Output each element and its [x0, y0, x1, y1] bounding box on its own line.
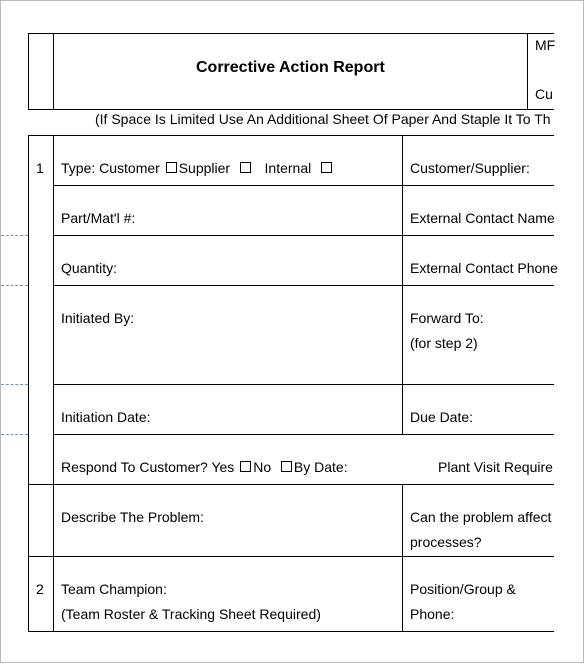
no-checkbox[interactable] — [281, 461, 292, 472]
external-contact-name-label: External Contact Name — [410, 210, 555, 226]
table-left-border — [28, 135, 29, 632]
header-left-border — [28, 33, 29, 110]
for-step-note: (for step 2) — [410, 335, 478, 351]
dashed-margin-line — [1, 384, 28, 385]
yes-checkbox[interactable] — [240, 461, 251, 472]
part-number-label: Part/Mat'l #: — [61, 210, 136, 226]
team-champion-label: Team Champion: — [61, 581, 167, 597]
supplier-label: Supplier — [178, 160, 231, 176]
header-top-border — [28, 33, 554, 34]
row-divider-3 — [53, 285, 554, 286]
row-divider-5 — [53, 434, 554, 435]
type-customer-label: Type: Customer — [61, 160, 160, 176]
internal-label: Internal — [264, 160, 312, 176]
respond-to-customer-label: Respond To Customer? Yes — [61, 459, 235, 475]
position-group-label: Position/Group & — [410, 581, 516, 597]
row-divider-4 — [53, 384, 554, 385]
internal-checkbox[interactable] — [321, 162, 332, 173]
external-contact-phone-label: External Contact Phone — [410, 260, 558, 276]
dashed-margin-line — [1, 235, 28, 236]
section-number-1: 1 — [36, 160, 44, 176]
customer-supplier-label: Customer/Supplier: — [410, 160, 530, 176]
can-problem-affect-label: Can the problem affect — [410, 509, 552, 525]
initiation-date-label: Initiation Date: — [61, 409, 151, 425]
initiated-by-label: Initiated By: — [61, 310, 135, 326]
section-number-2: 2 — [36, 581, 44, 597]
section-divider-1 — [28, 484, 554, 485]
type-field — [61, 160, 334, 176]
supplier-checkbox[interactable] — [240, 162, 251, 173]
plant-visit-label: Plant Visit Require — [438, 459, 553, 475]
due-date-label: Due Date: — [410, 409, 474, 425]
row-divider-1 — [53, 185, 554, 186]
middle-column-divider-lower — [402, 484, 403, 632]
header-bottom-border — [28, 109, 554, 110]
row-divider-2 — [53, 235, 554, 236]
forward-to-label: Forward To: — [410, 310, 484, 326]
space-limited-note: (If Space Is Limited Use An Additional Sheet Of Paper And Staple It To Th — [95, 111, 551, 127]
customer-checkbox[interactable] — [166, 162, 177, 173]
header-number-divider — [53, 33, 54, 110]
respond-to-customer-field — [61, 459, 348, 475]
team-roster-note: (Team Roster & Tracking Sheet Required) — [61, 606, 321, 622]
processes-label: processes? — [410, 534, 482, 550]
middle-column-divider-upper — [402, 135, 403, 435]
header-right-top-text: MF — [535, 37, 556, 53]
header-right-divider — [527, 33, 528, 110]
phone-label: Phone: — [410, 606, 455, 622]
number-column-divider — [53, 135, 54, 632]
table-bottom-border — [28, 631, 554, 632]
dashed-margin-line — [1, 434, 28, 435]
by-date-label: By Date: — [293, 459, 348, 475]
quantity-label: Quantity: — [61, 260, 118, 276]
table-top-border — [28, 135, 554, 136]
no-label: No — [253, 459, 272, 475]
dashed-margin-line — [1, 285, 28, 286]
section-divider-2 — [28, 556, 554, 557]
report-title: Corrective Action Report — [196, 59, 385, 76]
header-right-bottom-text: Cu — [535, 86, 553, 102]
describe-problem-label: Describe The Problem: — [61, 509, 204, 525]
